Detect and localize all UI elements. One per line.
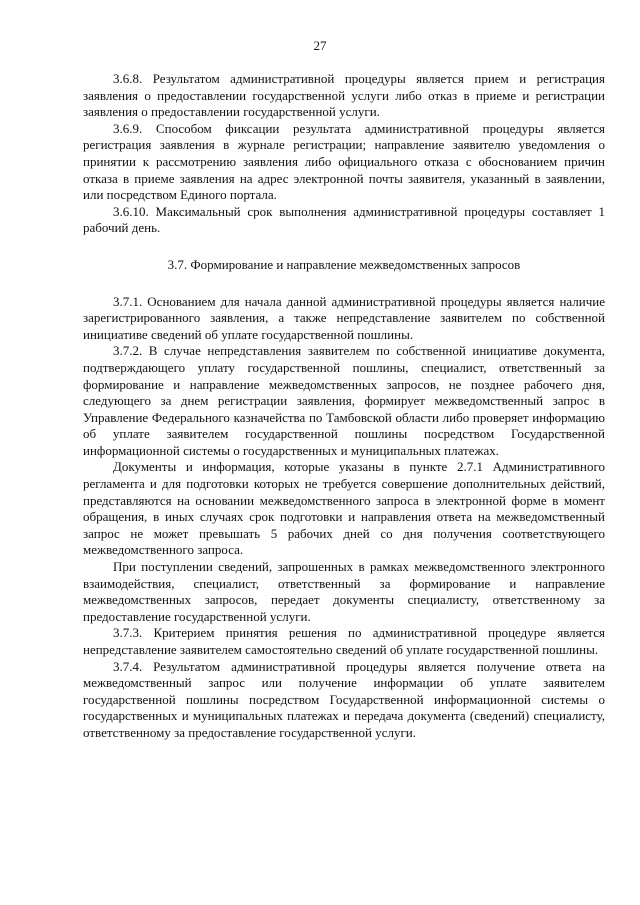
page-number: 27 [313,38,327,53]
section-heading-3-7: 3.7. Формирование и направление межведомственных запросов [167,256,521,272]
paragraph-3-7-2: 3.7.2. В случае непредставления заявителем по собственной инициативе документа, подтверждающего уплату государственной пошлины, специалист, ответственный за формирование и направление межведомственных запросов, не позднее рабочего дня, следующего за днем регистрации заявления, формирует межведомственный запрос в Управление Федерального казначейства по Тамбовской области либо проверяет информацию об уплате заявителем государственной пошлины посредством Государственной информационной системы о государственных и муниципальных платежах. [83,343,605,458]
paragraph-3-7-4: 3.7.4. Результатом административной процедуры является получение ответа на межведомственный запрос или получение информации об уплате заявителем государственной пошлины посредством Государственной информационной системы о государственных и муниципальных платежах и передача документа (сведений) специалисту, ответственному за предоставление государственной услуги. [83,658,605,740]
paragraph-3-7-3: 3.7.3. Критерием принятия решения по административной процедуре является непредставление заявителем самостоятельно сведений об уплате государственной пошлины. [83,625,605,657]
paragraph-upon-receipt: При поступлении сведений, запрошенных в рамках межведомственного электронного взаимодействия, специалист, ответственный за формирование и направление межведомственных запросов, передает документы специалисту, ответственному за предоставление государственной услуги. [83,559,605,624]
paragraph-3-7-1: 3.7.1. Основанием для начала данной административной процедуры является наличие зарегистрированного заявления, а также непредставление заявителем по собственной инициативе сведений об уплате государственной пошлины. [83,293,605,342]
paragraph-documents-info: Документы и информация, которые указаны в пункте 2.7.1 Административного регламента и для подготовки которых не требуется совершение дополнительных действий, представляются на основании межведомственного запроса в электронной форме в момент обращения, в иных случаях срок подготовки и направления ответа на межведомственный запрос не может превышать 5 рабочих дней со дня получения соответствующего межведомственного запроса. [83,459,605,558]
paragraph-3-6-10: 3.6.10. Максимальный срок выполнения административной процедуры составляет 1 рабочий день. [83,203,605,236]
paragraph-3-6-9: 3.6.9. Способом фиксации результата административной процедуры является регистрация заявления в журнале регистрации; направление заявителю уведомления о принятии к рассмотрению заявления либо официального отказа с обоснованием причин отказа в приеме заявления на адрес электронной почты заявителя, указанный в заявлении, или посредством Единого портала. [83,120,605,203]
paragraph-3-6-8: 3.6.8. Результатом административной процедуры является прием и регистрация заявления о предоставлении государственной услуги либо отказ в приеме и регистрации заявления о предоставлении государственной услуги. [83,71,605,120]
document-body [83,71,605,742]
